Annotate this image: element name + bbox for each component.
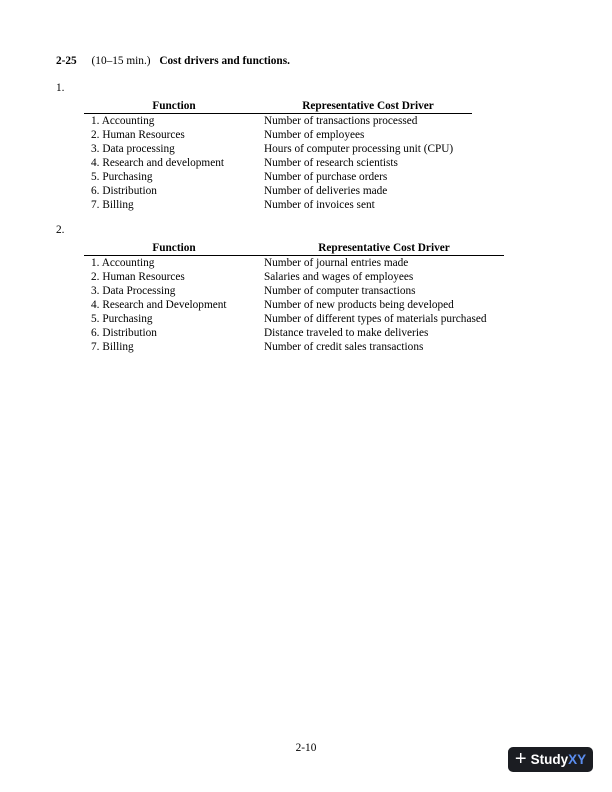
- function-cell: 4. Research and Development: [91, 299, 227, 311]
- problem-number: 2-25: [56, 55, 77, 67]
- driver-cell: Number of employees: [264, 129, 365, 141]
- function-cell: 4. Research and development: [91, 157, 225, 169]
- table-row: [84, 156, 472, 170]
- plus-icon: +: [514, 747, 527, 770]
- function-cell: 1. Accounting: [91, 115, 155, 127]
- driver-cell: Number of research scientists: [264, 157, 398, 169]
- function-cell: 5. Purchasing: [91, 171, 153, 183]
- table-row: [84, 128, 472, 142]
- function-cell: 7. Billing: [91, 341, 134, 353]
- part-1-table: [84, 99, 472, 212]
- driver-cell: Salaries and wages of employees: [264, 271, 414, 283]
- function-cell: 2. Human Resources: [91, 129, 185, 141]
- column-header-driver: Representative Cost Driver: [264, 241, 504, 256]
- function-cell: 6. Distribution: [91, 327, 157, 339]
- column-header-function: Function: [84, 99, 264, 114]
- function-cell: 3. Data processing: [91, 143, 175, 155]
- column-header-function: Function: [84, 241, 264, 256]
- driver-cell: Number of computer transactions: [264, 285, 416, 297]
- part-2-table: [84, 241, 504, 354]
- driver-cell: Number of credit sales transactions: [264, 341, 424, 353]
- column-header-driver: Representative Cost Driver: [264, 99, 472, 114]
- table-row: [84, 184, 472, 198]
- table-row: [84, 284, 504, 298]
- driver-cell: Distance traveled to make deliveries: [264, 327, 429, 339]
- table-row: [84, 326, 504, 340]
- problem-heading: [56, 55, 290, 67]
- function-cell: 1. Accounting: [91, 257, 155, 269]
- table-row: [84, 198, 472, 212]
- problem-title: Cost drivers and functions.: [159, 55, 290, 67]
- driver-cell: Number of new products being developed: [264, 299, 454, 311]
- problem-time: (10–15 min.): [91, 55, 151, 67]
- table-row: [84, 270, 504, 284]
- function-cell: 2. Human Resources: [91, 271, 185, 283]
- part-1-label: 1.: [56, 82, 65, 94]
- studyxy-badge[interactable]: [508, 747, 593, 772]
- table-row: [84, 298, 504, 312]
- driver-cell: Number of purchase orders: [264, 171, 388, 183]
- driver-cell: Number of journal entries made: [264, 257, 409, 269]
- table-row: [84, 256, 504, 271]
- function-cell: 3. Data Processing: [91, 285, 176, 297]
- function-cell: 6. Distribution: [91, 185, 157, 197]
- badge-label: StudyXY: [530, 752, 587, 767]
- part-2-label: 2.: [56, 224, 65, 236]
- driver-cell: Number of different types of materials purchased: [264, 313, 487, 325]
- driver-cell: Number of invoices sent: [264, 199, 375, 211]
- driver-cell: Hours of computer processing unit (CPU): [264, 143, 454, 155]
- table-row: [84, 142, 472, 156]
- function-cell: 7. Billing: [91, 199, 134, 211]
- page-number: 2-10: [295, 742, 317, 754]
- table-row: [84, 312, 504, 326]
- table-row: [84, 170, 472, 184]
- table-header-row: [84, 99, 472, 114]
- function-cell: 5. Purchasing: [91, 313, 153, 325]
- table-header-row: [84, 241, 504, 256]
- table-row: [84, 114, 472, 129]
- driver-cell: Number of deliveries made: [264, 185, 388, 197]
- table-row: [84, 340, 504, 354]
- driver-cell: Number of transactions processed: [264, 115, 418, 127]
